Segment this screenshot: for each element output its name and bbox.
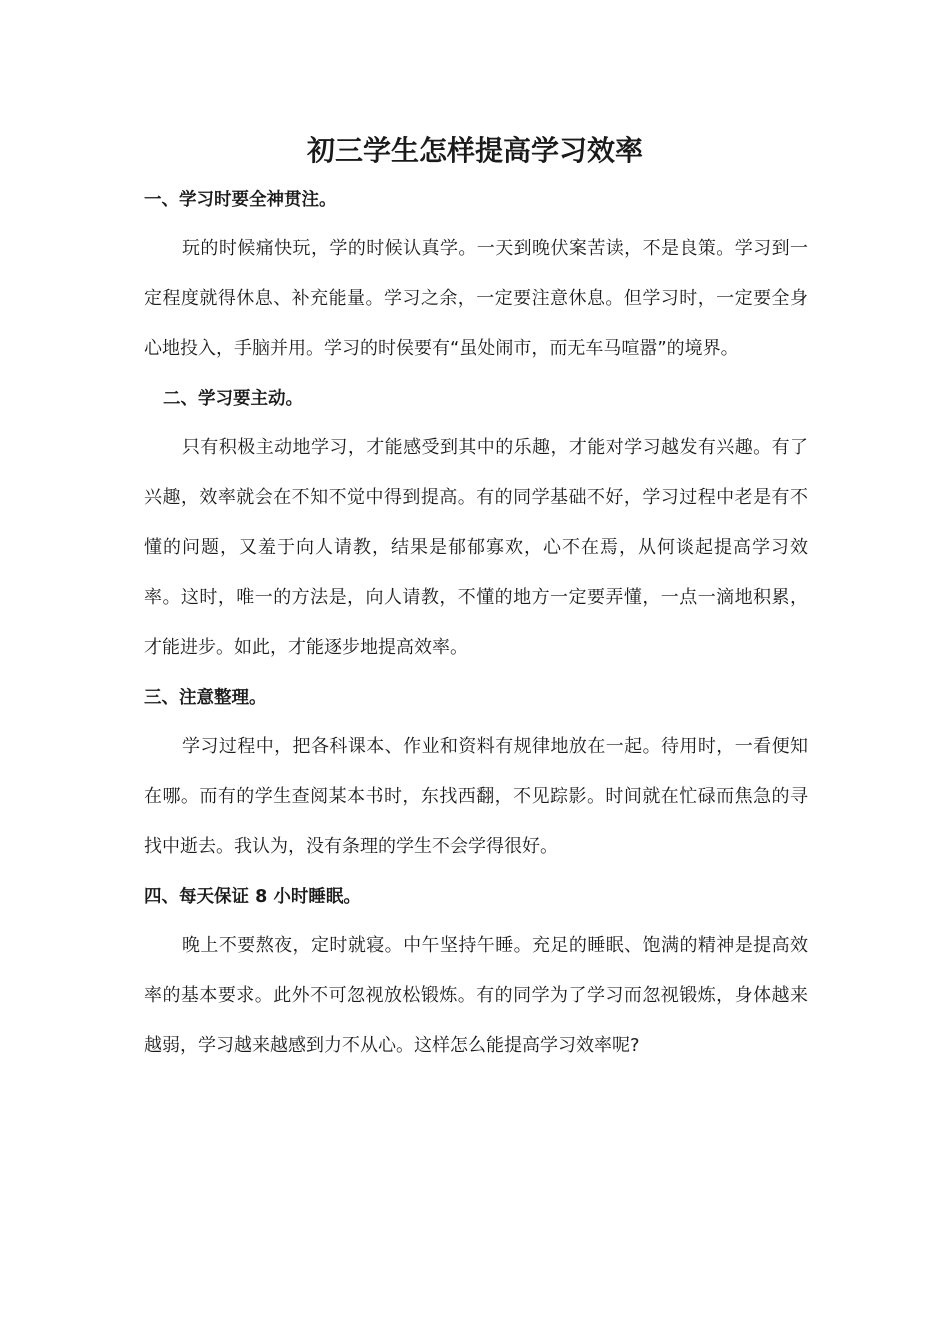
- section-heading-3: 三、注意整理。: [144, 688, 267, 708]
- section-body-3: 学习过程中，把各科课本、作业和资料有规律地放在一起。待用时，一看便知在哪。而有的学生查阅某本书时，东找西翻，不见踪影。时间就在忙碌而焦急的寻找中逝去。我认为，没有条理的学生不会学得很好。: [144, 736, 808, 857]
- section-heading-1: 一、学习时要全神贯注。: [144, 190, 337, 210]
- section-body-4: 晚上不要熬夜，定时就寝。中午坚持午睡。充足的睡眠、饱满的精神是提高效率的基本要求。此外不可忽视放松锻炼。有的同学为了学习而忽视锻炼，身体越来越弱，学习越来越感到力不从心。这样怎么能提高学习效率呢?: [144, 935, 808, 1056]
- section-heading-4: 四、每天保证 8 小时睡眠。: [144, 887, 361, 907]
- page-title: 初三学生怎样提高学习效率: [306, 134, 643, 167]
- section-body-2: 只有积极主动地学习，才能感受到其中的乐趣，才能对学习越发有兴趣。有了兴趣，效率就会在不知不觉中得到提高。有的同学基础不好，学习过程中老是有不懂的问题，又羞于向人请教，结果是郁郁寡欢，心不在焉，从何谈起提高学习效率。这时，唯一的方法是，向人请教，不懂的地方一定要弄懂，一点一滴地积累，才能进步。如此，才能逐步地提高效率。: [144, 437, 808, 658]
- section-heading-2: 二、学习要主动。: [163, 389, 303, 409]
- section-body-1: 玩的时候痛快玩，学的时候认真学。一天到晚伏案苦读，不是良策。学习到一定程度就得休息、补充能量。学习之余，一定要注意休息。但学习时，一定要全身心地投入，手脑并用。学习的时侯要有“虽处闹市，而无车马喧嚣”的境界。: [144, 238, 808, 359]
